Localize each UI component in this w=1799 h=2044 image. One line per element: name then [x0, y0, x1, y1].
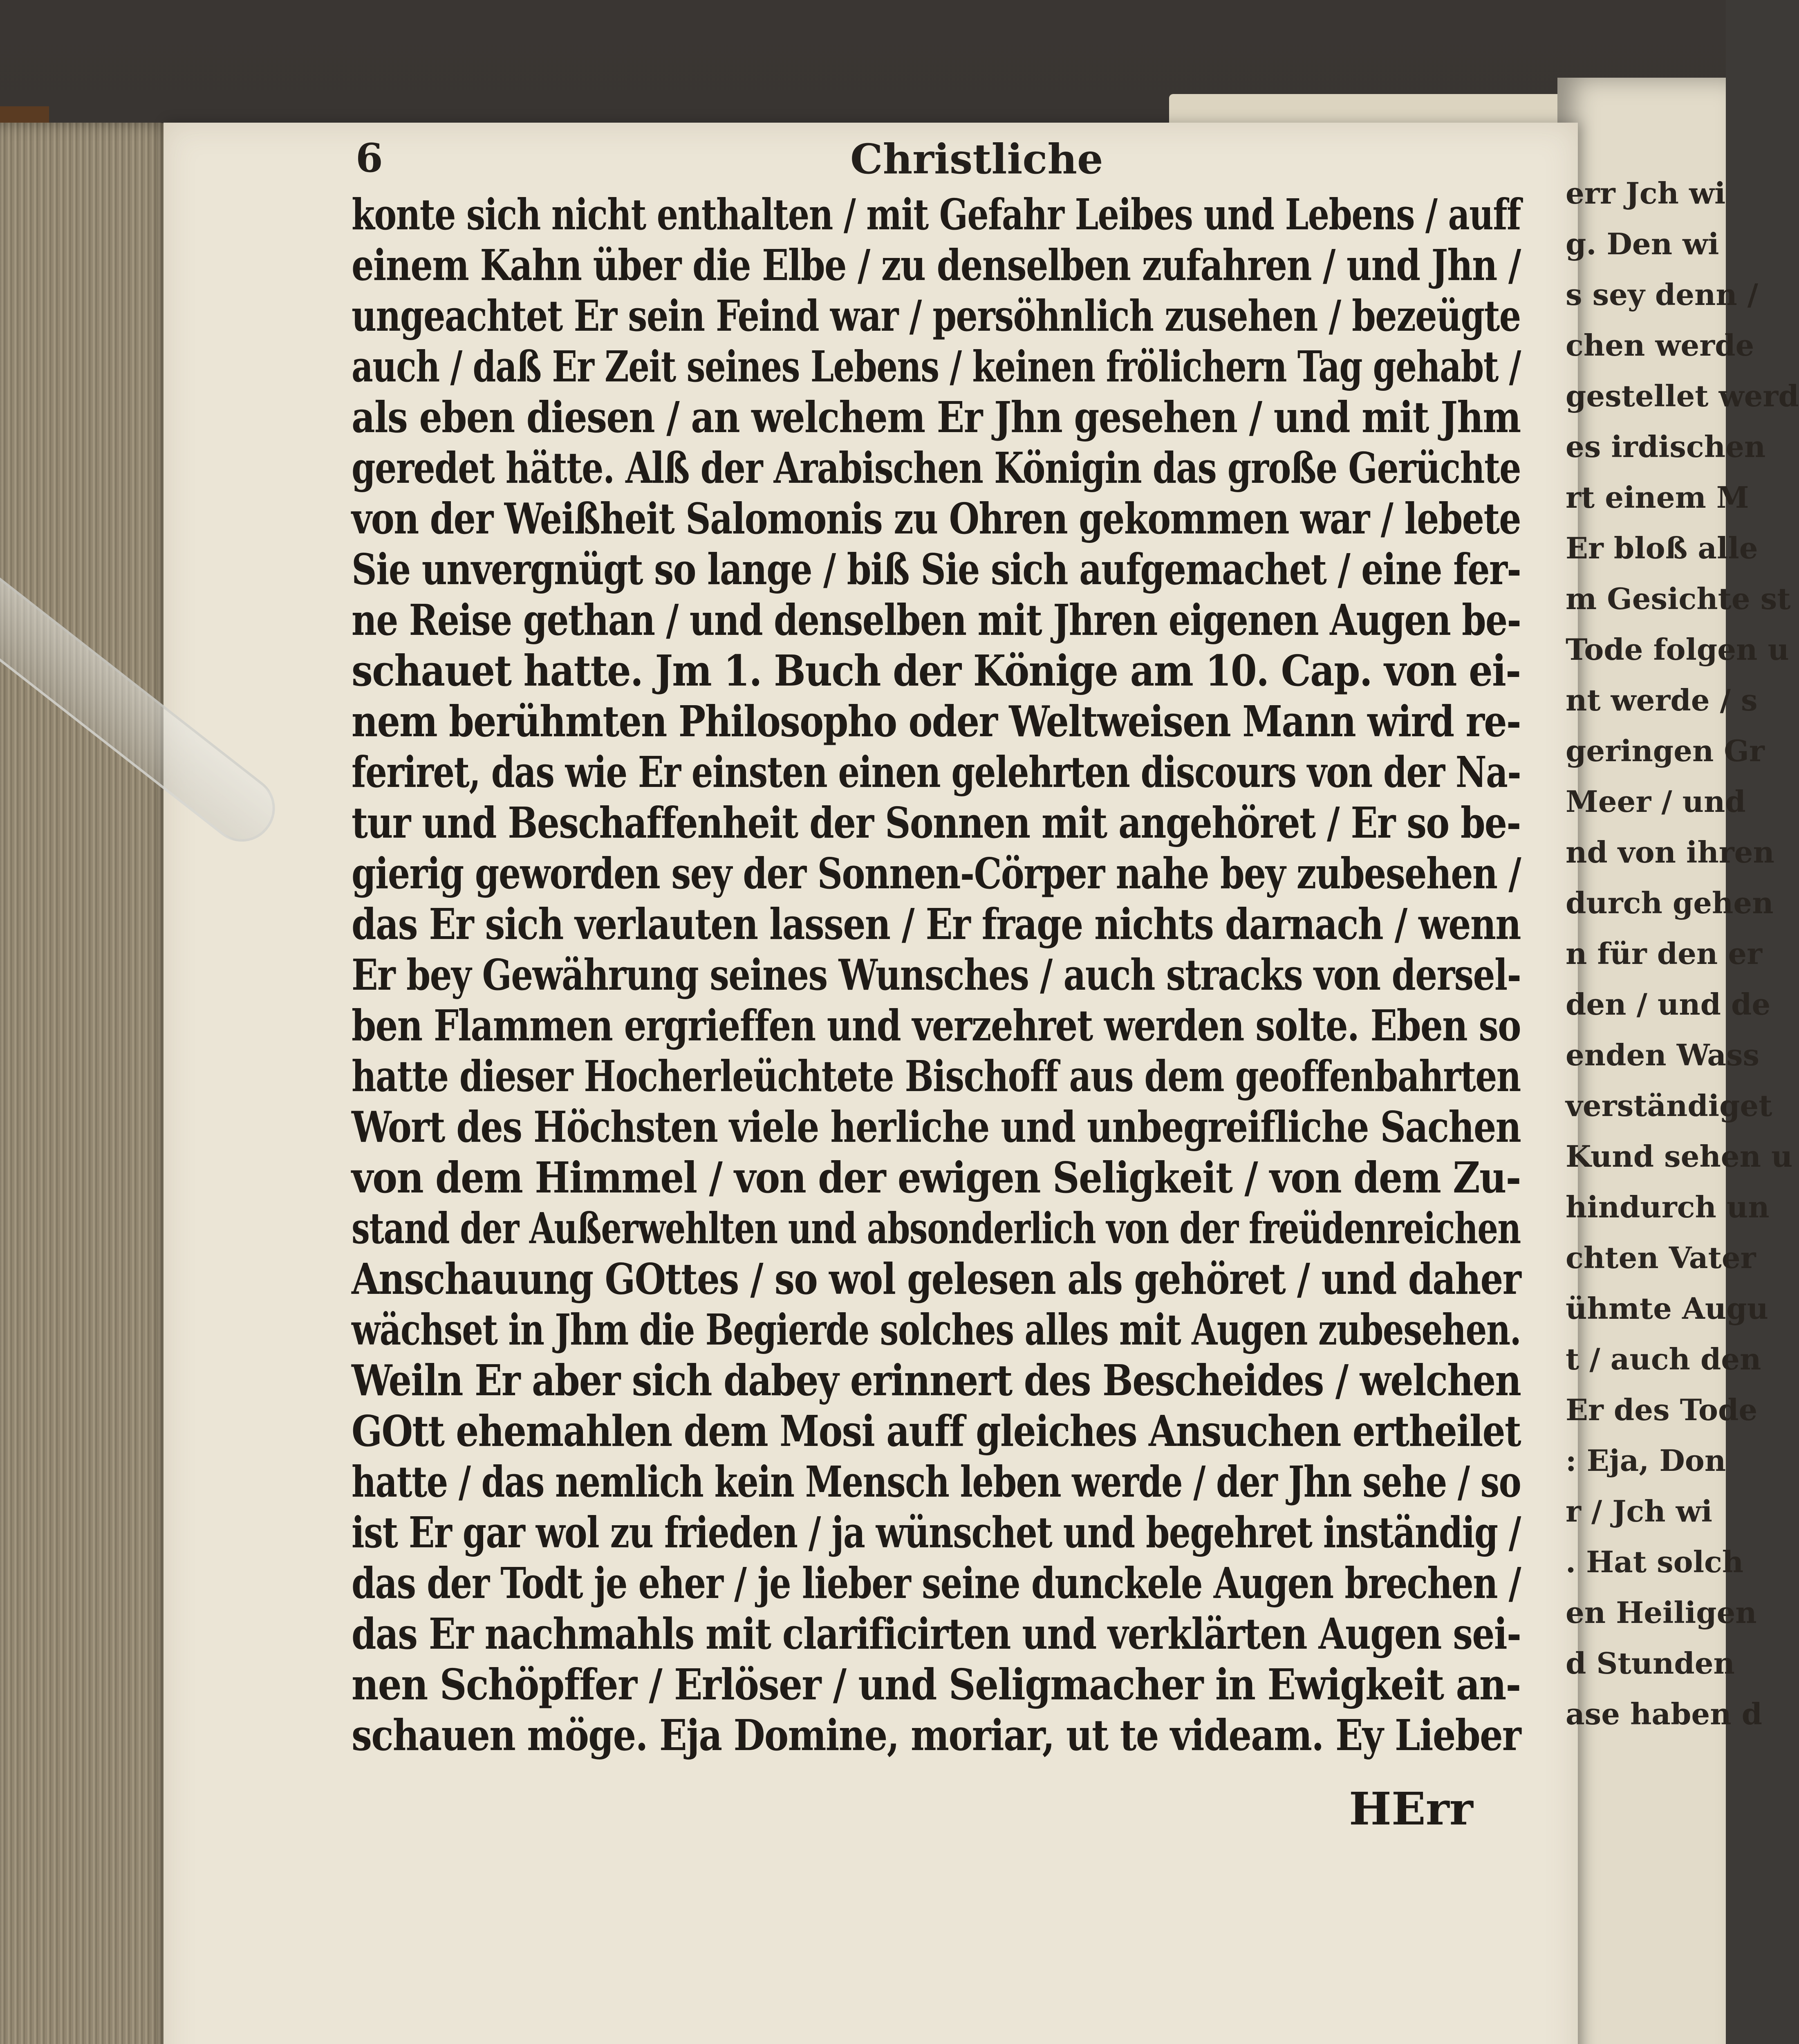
right-page-line: enden Wass: [1566, 1038, 1760, 1072]
text-line: Anschauung GOttes / so wol gelesen als gehöret / und daher: [352, 1254, 1521, 1304]
right-page-line: hindurch un: [1566, 1190, 1770, 1224]
right-page-line: g. Den wi: [1566, 226, 1719, 261]
book-page-edges: [0, 123, 172, 2044]
text-line: hatte / das nemlich kein Mensch leben werde / der Jhn sehe / so: [352, 1457, 1521, 1507]
right-page-line: chten Vater: [1566, 1240, 1756, 1275]
right-page-line: n für den er: [1566, 936, 1763, 971]
text-line: GOtt ehemahlen dem Mosi auff gleiches Ansuchen ertheilet: [352, 1406, 1521, 1456]
right-page-line: Kund sehen u: [1566, 1139, 1793, 1174]
right-page-line: geringen Gr: [1566, 733, 1765, 768]
right-page-line: es irdischen: [1566, 429, 1766, 464]
right-page-line: durch gehen: [1566, 885, 1774, 920]
catchword: HErr: [1349, 1782, 1473, 1835]
text-line: Er bey Gewährung seines Wunsches / auch stracks von dersel-: [352, 950, 1521, 1000]
right-page-line: . Hat solch: [1566, 1544, 1744, 1579]
text-line: als eben diesen / an welchem Er Jhn gesehen / und mit Jhm: [352, 392, 1521, 442]
right-page-line: en Heiligen: [1566, 1595, 1757, 1630]
text-line: ne Reise gethan / und denselben mit Jhren eigenen Augen be-: [352, 595, 1521, 645]
right-page-line: ase haben d: [1566, 1697, 1762, 1731]
right-page-line: nt werde / s: [1566, 683, 1758, 717]
text-line: hatte dieser Hocherleüchtete Bischoff aus dem geoffenbahrten: [352, 1051, 1521, 1101]
text-line: geredet hätte. Alß der Arabischen Königin das große Gerüchte: [352, 443, 1521, 493]
text-line: konte sich nicht enthalten / mit Gefahr Leibes und Lebens / auff: [352, 189, 1521, 240]
right-page-line: ühmte Augu: [1566, 1291, 1768, 1326]
right-page-line: nd von ihren: [1566, 835, 1774, 870]
right-page-line: chen werde: [1566, 328, 1754, 363]
right-page-line: t / auch den: [1566, 1342, 1761, 1376]
text-line: wächset in Jhm die Begierde solches alles mit Augen zubesehen.: [352, 1304, 1521, 1355]
right-page-line: d Stunden: [1566, 1646, 1735, 1681]
right-page-line: m Gesichte st: [1566, 581, 1791, 616]
text-line: Sie unvergnügt so lange / biß Sie sich aufgemachet / eine fer-: [352, 544, 1521, 594]
right-page-line: rt einem M: [1566, 480, 1749, 515]
text-line: das Er sich verlauten lassen / Er frage nichts darnach / wenn: [352, 899, 1521, 949]
text-line: schauen möge. Eja Domine, moriar, ut te videam. Ey Lieber: [352, 1710, 1521, 1760]
right-page-line: verständiget: [1566, 1088, 1772, 1123]
text-line: ungeachtet Er sein Feind war / persöhnlich zusehen / bezeügte: [352, 291, 1521, 341]
text-line: Weiln Er aber sich dabey erinnert des Bescheides / welchen: [352, 1355, 1521, 1405]
text-line: feriret, das wie Er einsten einen gelehrten discours von der Na-: [352, 747, 1521, 797]
right-page-line: Er bloß alle: [1566, 531, 1758, 565]
text-line: nen Schöpffer / Erlöser / und Seligmacher in Ewigkeit an-: [352, 1659, 1521, 1710]
text-line: schauet hatte. Jm 1. Buch der Könige am 10. Cap. von ei-: [352, 645, 1521, 696]
right-page-line: Er des Tode: [1566, 1392, 1758, 1427]
right-page-line: : Eja, Don: [1566, 1443, 1726, 1478]
text-line: von der Weißheit Salomonis zu Ohren gekommen war / lebete: [352, 493, 1521, 544]
text-line: tur und Beschaffenheit der Sonnen mit angehöret / Er so be-: [352, 798, 1521, 848]
text-line: ist Er gar wol zu frieden / ja wünschet und begehret inständig /: [352, 1507, 1521, 1558]
right-page-line: s sey denn /: [1566, 277, 1759, 312]
right-page-line: Meer / und: [1566, 784, 1746, 819]
text-line: ben Flammen ergrieffen und verzehret werden solte. Eben so: [352, 1000, 1521, 1051]
text-line: Wort des Höchsten viele herliche und unbegreifliche Sachen: [352, 1102, 1521, 1152]
text-line: nem berühmten Philosopho oder Weltweisen Mann wird re-: [352, 696, 1521, 746]
running-head: Christliche: [850, 135, 1103, 183]
text-line: auch / daß Er Zeit seines Lebens / keinen frölichern Tag gehabt /: [352, 341, 1521, 392]
page-number: 6: [356, 135, 383, 181]
text-line: das Er nachmahls mit clarificirten und verklärten Augen sei-: [352, 1609, 1521, 1659]
text-line: stand der Außerwehlten und absonderlich von der freüdenreichen: [352, 1203, 1521, 1253]
right-page-line: r / Jch wi: [1566, 1494, 1713, 1529]
text-line: von dem Himmel / von der ewigen Seligkeit / von dem Zu-: [352, 1152, 1521, 1203]
right-page-line: Tode folgen u: [1566, 632, 1789, 667]
right-page-line: den / und de: [1566, 987, 1771, 1022]
right-page-line: err Jch wi: [1566, 176, 1726, 211]
text-line: einem Kahn über die Elbe / zu denselben zufahren / und Jhn /: [352, 240, 1521, 290]
text-line: gierig geworden sey der Sonnen-Cörper nahe bey zubesehen /: [352, 848, 1521, 899]
text-line: das der Todt je eher / je lieber seine dunckele Augen brechen /: [352, 1558, 1521, 1608]
right-page-line: gestellet werd: [1566, 379, 1799, 413]
